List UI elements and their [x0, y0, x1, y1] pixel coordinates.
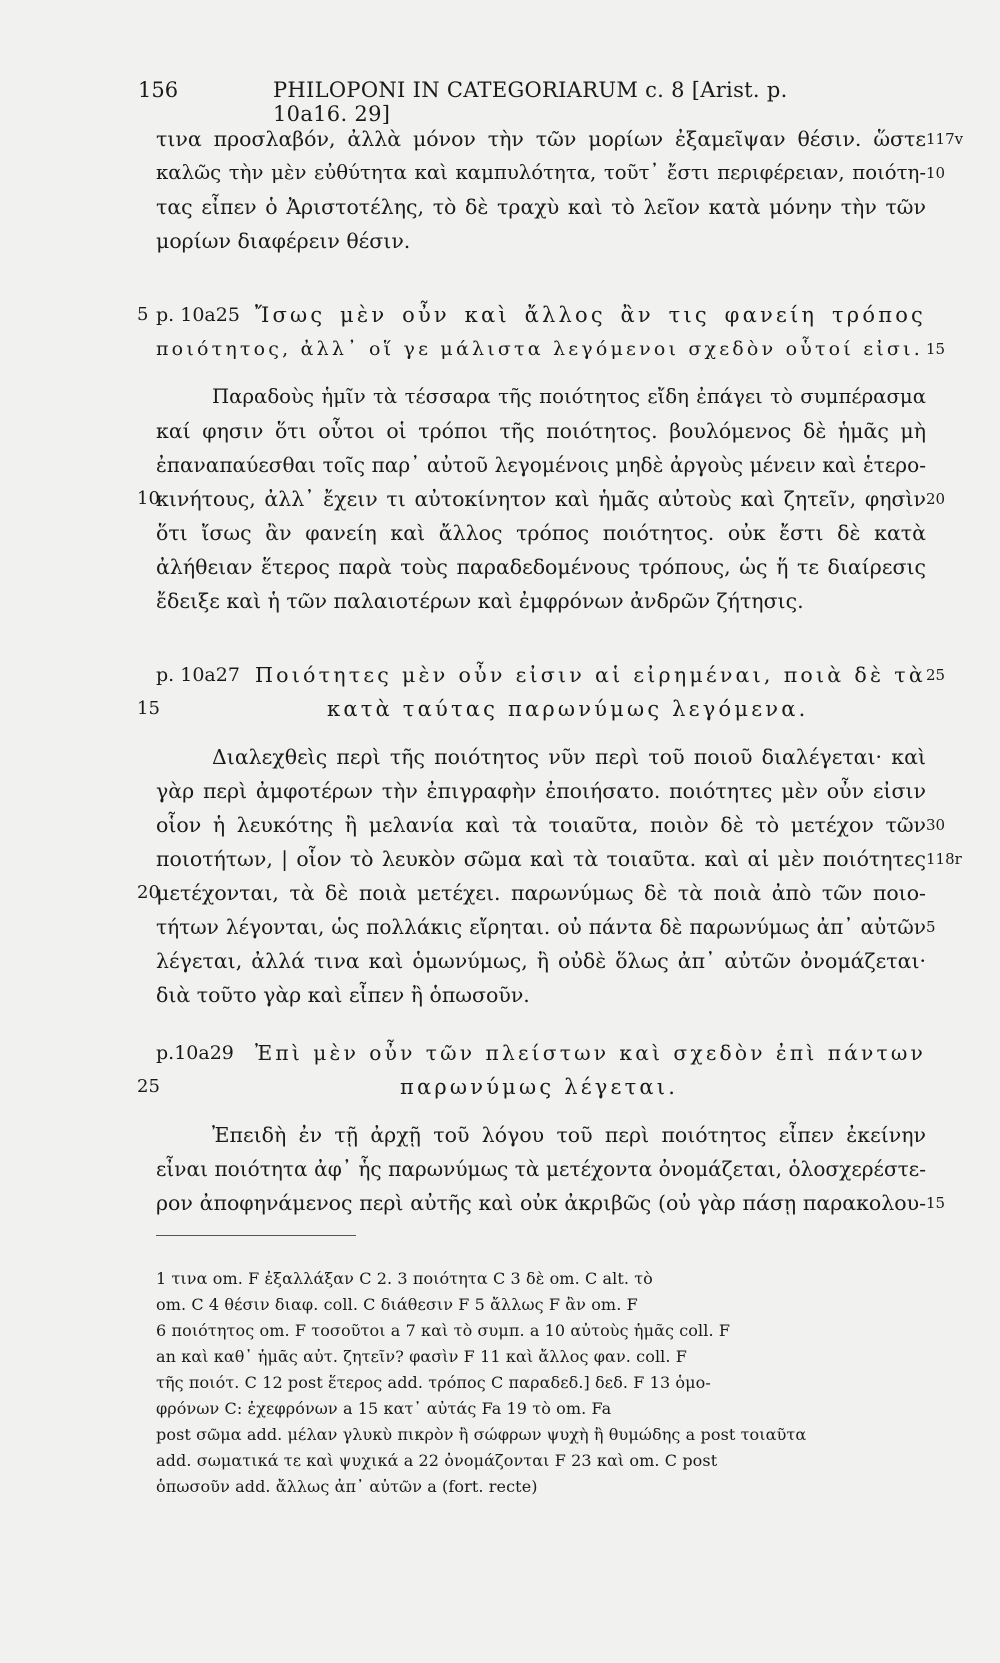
footnote-line: 1 τινα om. F ἐξαλλάξαν C 2. 3 ποιότητα C 3 δὲ om. C alt. τὸ	[156, 1269, 653, 1288]
left-line-number: 15	[137, 698, 160, 719]
text-line: διὰ τοῦτο γὰρ καὶ εἶπεν ἢ ὁπωσοῦν.	[156, 983, 530, 1007]
text-line: οἷον ἡ λευκότης ἢ μελανία καὶ τὰ τοιαῦτα, ποιὸν δὲ τὸ μετέχον τῶν	[156, 813, 926, 837]
left-line-number: 5	[137, 304, 149, 325]
lemma-line: Ἴσως μὲν οὖν καὶ ἄλλος ἂν τις φανείη τρόπος	[255, 303, 926, 327]
text-line: μορίων διαφέρειν θέσιν.	[156, 229, 411, 253]
text-line: λέγεται, ἀλλά τινα καὶ ὁμωνύμως, ἢ οὐδὲ ὅλως ἀπ᾽ αὐτῶν ὀνομάζεται·	[156, 949, 926, 973]
running-title: PHILOPONI IN CATEGORIARUM c. 8 [Arist. p. 10a16. 29]	[273, 78, 788, 126]
text-line: καί φησιν ὅτι οὗτοι οἱ τρόποι τῆς ποιότητος. βουλόμενος δὲ ἡμᾶς μὴ	[156, 419, 926, 443]
right-line-number: 15	[926, 340, 946, 358]
right-line-number: 25	[926, 666, 946, 684]
left-line-number: 25	[137, 1076, 160, 1097]
footnote-line: ὁπωσοῦν add. ἄλλως ἀπ᾽ αὐτῶν a (fort. recte)	[156, 1477, 538, 1496]
footnote-line: an καὶ καθ᾽ ἡμᾶς αὐτ. ζητεῖν? φασὶν F 11 καὶ ἄλλος φαν. coll. F	[156, 1347, 687, 1366]
text-line: τήτων λέγονται, ὡς πολλάκις εἴρηται. οὐ πάντα δὲ παρωνύμως ἀπ᾽ αὐτῶν	[156, 915, 926, 939]
running-header	[138, 78, 838, 126]
left-line-number: 10	[137, 488, 160, 509]
text-line: ὅτι ἴσως ἂν φανείη καὶ ἄλλος τρόπος ποιότητος. οὐκ ἔστι δὲ κατὰ	[156, 521, 926, 545]
right-line-number: 30	[926, 816, 946, 834]
lemma-line: κατὰ ταύτας παρωνύμως λεγόμενα.	[327, 697, 809, 721]
text-line: κινήτους, ἀλλ᾽ ἔχειν τι αὐτοκίνητον καὶ ἡμᾶς αὐτοὺς καὶ ζητεῖν, φησὶν	[156, 487, 926, 511]
lemma-reference: p. 10a25	[156, 304, 240, 326]
page-number: 156	[138, 78, 179, 102]
text-line: Διαλεχθεὶς περὶ τῆς ποιότητος νῦν περὶ τοῦ ποιοῦ διαλέγεται· καὶ	[212, 745, 926, 769]
footnote-line: add. σωματικά τε καὶ ψυχικά a 22 ὀνομάζονται F 23 καὶ om. C post	[156, 1451, 718, 1470]
right-line-number: 10	[926, 164, 946, 182]
lemma-line: Ποιότητες μὲν οὖν εἰσιν αἱ εἰρημέναι, ποιὰ δὲ τὰ	[255, 663, 926, 687]
right-line-number: 15	[926, 1194, 946, 1212]
text-line: γὰρ περὶ ἀμφοτέρων τὴν ἐπιγραφὴν ἐποιήσατο. ποιότητες μὲν οὖν εἰσιν	[156, 779, 926, 803]
text-line: ἔδειξε καὶ ἡ τῶν παλαιοτέρων καὶ ἐμφρόνων ἀνδρῶν ζήτησις.	[156, 589, 804, 613]
folio-marker: 117v	[926, 130, 964, 148]
lemma-reference: p.10a29	[156, 1042, 234, 1064]
text-line: καλῶς τὴν μὲν εὐθύτητα καὶ καμπυλότητα, τοῦτ᾽ ἔστι περιφέρειαν, ποιότη-	[156, 161, 926, 184]
lemma-line: παρωνύμως λέγεται.	[400, 1075, 679, 1099]
text-line: μετέχονται, τὰ δὲ ποιὰ μετέχει. παρωνύμως δὲ τὰ ποιὰ ἀπὸ τῶν ποιο-	[156, 881, 926, 905]
text-line: τινα προσλαβόν, ἀλλὰ μόνον τὴν τῶν μορίων ἐξαμεῖψαν θέσιν. ὥστε	[156, 127, 926, 151]
text-line: ρον ἀποφηνάμενος περὶ αὐτῆς καὶ οὐκ ἀκριβῶς (οὐ γὰρ πάσῃ παρακολου-	[156, 1191, 926, 1215]
text-line: τας εἶπεν ὁ Ἀριστοτέλης, τὸ δὲ τραχὺ καὶ τὸ λεῖον κατὰ μόνην τὴν τῶν	[156, 195, 926, 219]
footnote-line: om. C 4 θέσιν διαφ. coll. C διάθεσιν F 5 ἄλλως F ἂν om. F	[156, 1295, 638, 1314]
footnote-line: τῆς ποιότ. C 12 post ἕτερος add. τρόπος C παραδεδ.] δεδ. F 13 ὁμο-	[156, 1373, 711, 1392]
folio-marker: 118r	[926, 850, 962, 868]
footnote-line: post σῶμα add. μέλαν γλυκὺ πικρὸν ἢ σώφρων ψυχὴ ἢ θυμώδης a post τοιαῦτα	[156, 1425, 807, 1444]
right-line-number: 20	[926, 490, 946, 508]
lemma-reference: p. 10a27	[156, 664, 240, 686]
text-line: ποιοτήτων, | οἷον τὸ λευκὸν σῶμα καὶ τὰ τοιαῦτα. καὶ αἱ μὲν ποιότητες	[156, 847, 926, 871]
text-line: Ἐπειδὴ ἐν τῇ ἀρχῇ τοῦ λόγου τοῦ περὶ ποιότητος εἶπεν ἐκείνην	[212, 1123, 926, 1147]
left-line-number: 20	[137, 882, 160, 903]
footnote-line: φρόνων C: ἐχεφρόνων a 15 κατ᾽ αὐτάς Fa 19 τὸ om. Fa	[156, 1399, 612, 1418]
text-line: Παραδοὺς ἡμῖν τὰ τέσσαρα τῆς ποιότητος εἴδη ἐπάγει τὸ συμπέρασμα	[212, 385, 926, 408]
text-line: ἀλήθειαν ἕτερος παρὰ τοὺς παραδεδομένους τρόπους, ὡς ἥ τε διαίρεσις	[156, 555, 926, 579]
right-line-number: 5	[926, 918, 936, 936]
footnote-rule	[156, 1235, 356, 1236]
lemma-line: ποιότητος, ἀλλ᾽ οἵ γε μάλιστα λεγόμενοι σχεδὸν οὗτοί εἰσι.	[156, 338, 923, 360]
footnote-line: 6 ποιότητος om. F τοσοῦτοι a 7 καὶ τὸ συμπ. a 10 αὐτοὺς ἡμᾶς coll. F	[156, 1321, 731, 1340]
lemma-line: Ἐπὶ μὲν οὖν τῶν πλείστων καὶ σχεδὸν ἐπὶ πάντων	[255, 1041, 926, 1065]
text-line: ἐπαναπαύεσθαι τοῖς παρ᾽ αὐτοῦ λεγομένοις μηδὲ ἀργοὺς μένειν καὶ ἑτερο-	[156, 453, 926, 477]
text-line: εἶναι ποιότητα ἀφ᾽ ἧς παρωνύμως τὰ μετέχοντα ὀνομάζεται, ὁλοσχερέστε-	[156, 1157, 926, 1181]
